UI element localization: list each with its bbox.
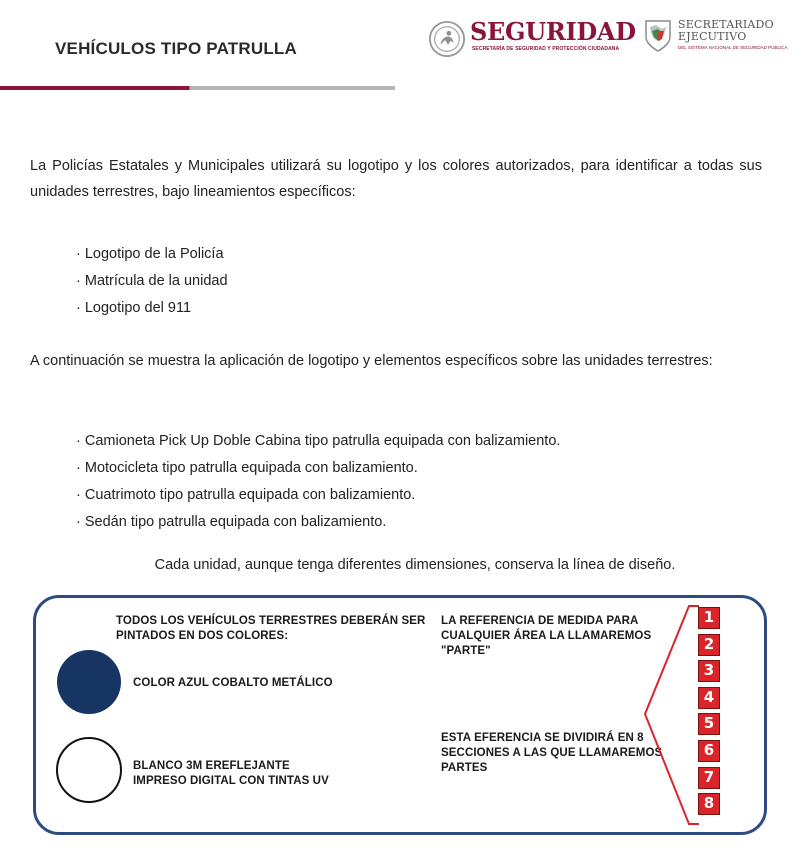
colors-heading: TODOS LOS VEHÍCULOS TERRESTRES DEBERÁN SER PINTADOS EN DOS COLORES:	[116, 615, 426, 642]
part-number: 4	[698, 687, 720, 709]
intro-paragraph: La Policías Estatales y Municipales utilizará su logotipo y los colores autorizados, para identificar a todas sus unidades terrestres, bajo lineamientos específicos:	[30, 158, 762, 200]
blanco-label-line-2: IMPRESO DIGITAL CON TINTAS UV	[133, 775, 329, 787]
vehicle-types-list	[76, 428, 560, 536]
blanco-label-line-1: BLANCO 3M EREFLEJANTE	[133, 760, 290, 772]
blanco-label	[133, 759, 393, 789]
azul-cobalto-label: COLOR AZUL COBALTO METÁLICO	[133, 677, 333, 689]
identification-elements-list	[76, 241, 228, 322]
list-item: · Motocicleta tipo patrulla equipada con balizamiento.	[76, 455, 560, 482]
title-divider	[0, 86, 395, 90]
blanco-swatch	[56, 737, 122, 803]
bracket-icon	[641, 604, 703, 829]
secretariado-subtitle: DEL SISTEMA NACIONAL DE SEGURIDAD PÚBLICA	[678, 45, 788, 50]
azul-cobalto-swatch	[57, 650, 121, 714]
seguridad-wordmark: SEGURIDAD	[470, 17, 636, 46]
seguridad-subtitle: SECRETARÍA DE SEGURIDAD Y PROTECCIÓN CIUDADANA	[472, 46, 620, 52]
design-line-note: Cada unidad, aunque tenga diferentes dimensiones, conserva la línea de diseño.	[154, 557, 676, 573]
list-item: · Matrícula de la unidad	[76, 268, 228, 295]
part-number: 2	[698, 634, 720, 656]
reference-text: LA REFERENCIA DE MEDIDA PARA CUALQUIER ÁREA LA LLAMAREMOS "PARTE"	[441, 615, 652, 657]
list-item: · Camioneta Pick Up Doble Cabina tipo patrulla equipada con balizamiento.	[76, 428, 560, 455]
list-item: · Logotipo del 911	[76, 295, 228, 322]
part-number: 1	[698, 607, 720, 629]
secretariado-logo	[644, 17, 794, 65]
national-seal-icon	[428, 20, 466, 58]
part-number: 8	[698, 793, 720, 815]
seguridad-logo	[428, 16, 636, 64]
parts-scale	[698, 607, 722, 820]
color-and-parts-box	[33, 595, 767, 835]
part-number: 5	[698, 713, 720, 735]
part-number: 6	[698, 740, 720, 762]
list-item: · Logotipo de la Policía	[76, 241, 228, 268]
page-title: VEHÍCULOS TIPO PATRULLA	[55, 39, 297, 58]
part-number: 3	[698, 660, 720, 682]
division-text: ESTA EFERENCIA SE DIVIDIRÁ EN 8 SECCIONES A LAS QUE LLAMAREMOS PARTES	[441, 732, 663, 774]
application-paragraph: A continuación se muestra la aplicación de logotipo y elementos específicos sobre las unidades terrestres:	[30, 353, 713, 369]
list-item: · Sedán tipo patrulla equipada con balizamiento.	[76, 509, 560, 536]
list-item: · Cuatrimoto tipo patrulla equipada con balizamiento.	[76, 482, 560, 509]
secretariado-shield-icon	[644, 19, 672, 53]
secretariado-wordmark: SECRETARIADO EJECUTIVO	[678, 18, 774, 43]
part-number: 7	[698, 767, 720, 789]
